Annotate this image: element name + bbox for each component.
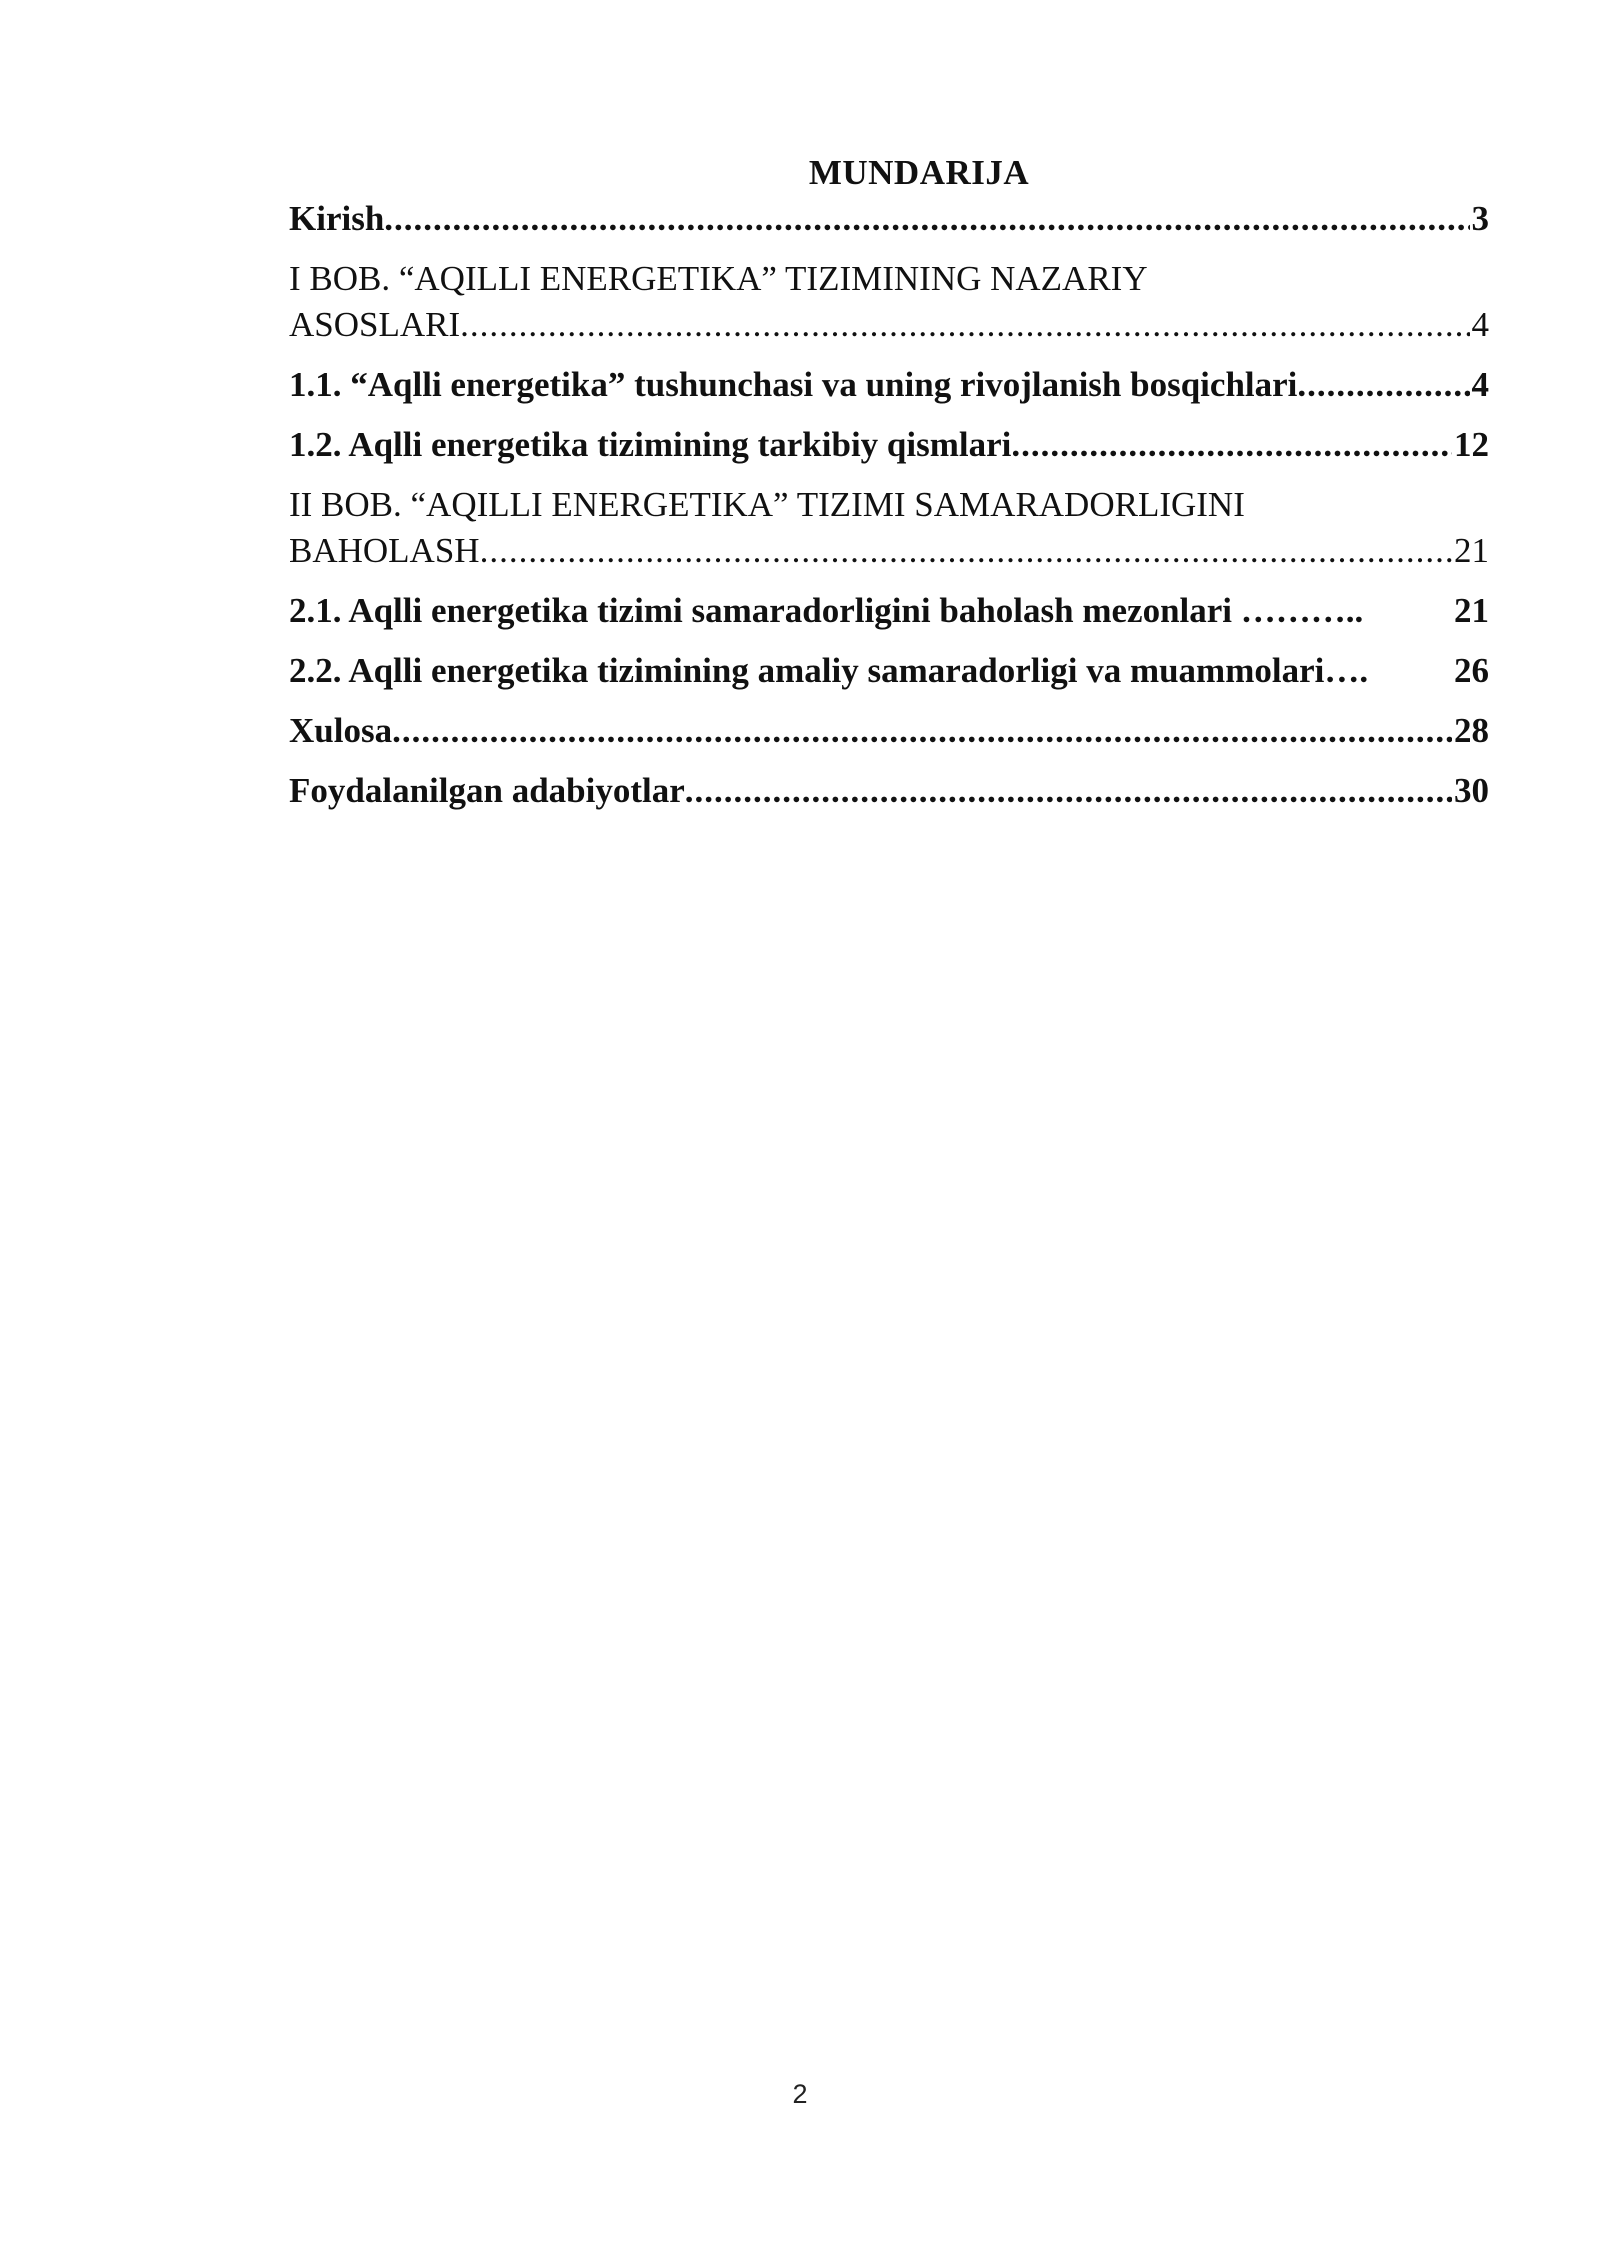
- toc-page-number: 12: [1454, 425, 1489, 464]
- toc-entry-section-2-1[interactable]: [289, 588, 1489, 634]
- page-number: 2: [792, 2079, 808, 2109]
- toc-entry-label: 2.1. Aqlli energetika tizimi samaradorligini baholash mezonlari ………..: [289, 591, 1364, 630]
- toc-page-number: 4: [1471, 305, 1489, 344]
- dot-leader: [1297, 362, 1469, 408]
- toc-chapter-title: I BOB. “AQILLI ENERGETIKA” TIZIMINING NAZARIY: [289, 259, 1148, 298]
- toc-entry-section-1-2[interactable]: [289, 422, 1489, 468]
- toc-entry-label: Xulosa: [289, 711, 393, 750]
- toc-page-number: 28: [1454, 711, 1489, 750]
- toc-entry-label: BAHOLASH: [289, 531, 480, 570]
- toc-entry-label: ASOSLARI: [289, 305, 461, 344]
- dot-leader: [480, 528, 1452, 574]
- toc-heading: MUNDARIJA: [808, 153, 1030, 192]
- toc-entry-label: 1.2. Aqlli energetika tizimining tarkibiy qismlari: [289, 425, 1012, 464]
- toc-entry-chapter-1[interactable]: [289, 256, 1489, 348]
- toc-entry-label: 2.2. Aqlli energetika tizimining amaliy samaradorligi va muammolari….: [289, 651, 1369, 690]
- dot-leader: [685, 768, 1452, 814]
- toc-page-number: 21: [1454, 531, 1489, 570]
- toc-entry-label: Foydalanilgan adabiyotlar: [289, 771, 685, 810]
- toc-chapter-title: II BOB. “AQILLI ENERGETIKA” TIZIMI SAMARADORLIGINI: [289, 485, 1245, 524]
- toc-entry-chapter-2[interactable]: [289, 482, 1489, 574]
- toc-entry-section-1-1[interactable]: [289, 362, 1489, 408]
- dot-leader: [392, 708, 1452, 754]
- toc-entry-references[interactable]: [289, 768, 1489, 814]
- toc-entry-section-2-2[interactable]: [289, 648, 1489, 694]
- toc-page-number: 30: [1454, 771, 1489, 810]
- dot-leader: [460, 302, 1469, 348]
- toc-entry-label: 1.1. “Aqlli energetika” tushunchasi va uning rivojlanish bosqichlari: [289, 365, 1298, 404]
- table-of-contents: [289, 150, 1489, 814]
- toc-entry-label: Kirish: [289, 199, 385, 238]
- toc-page-number: 3: [1471, 199, 1489, 238]
- dot-leader: [1011, 422, 1452, 468]
- toc-page-number: 4: [1471, 365, 1489, 404]
- toc-page-number: 26: [1454, 651, 1489, 690]
- toc-entry-xulosa[interactable]: [289, 708, 1489, 754]
- toc-page-number: 21: [1454, 591, 1489, 630]
- toc-entry-kirish[interactable]: [289, 196, 1489, 242]
- dot-leader: [384, 196, 1469, 242]
